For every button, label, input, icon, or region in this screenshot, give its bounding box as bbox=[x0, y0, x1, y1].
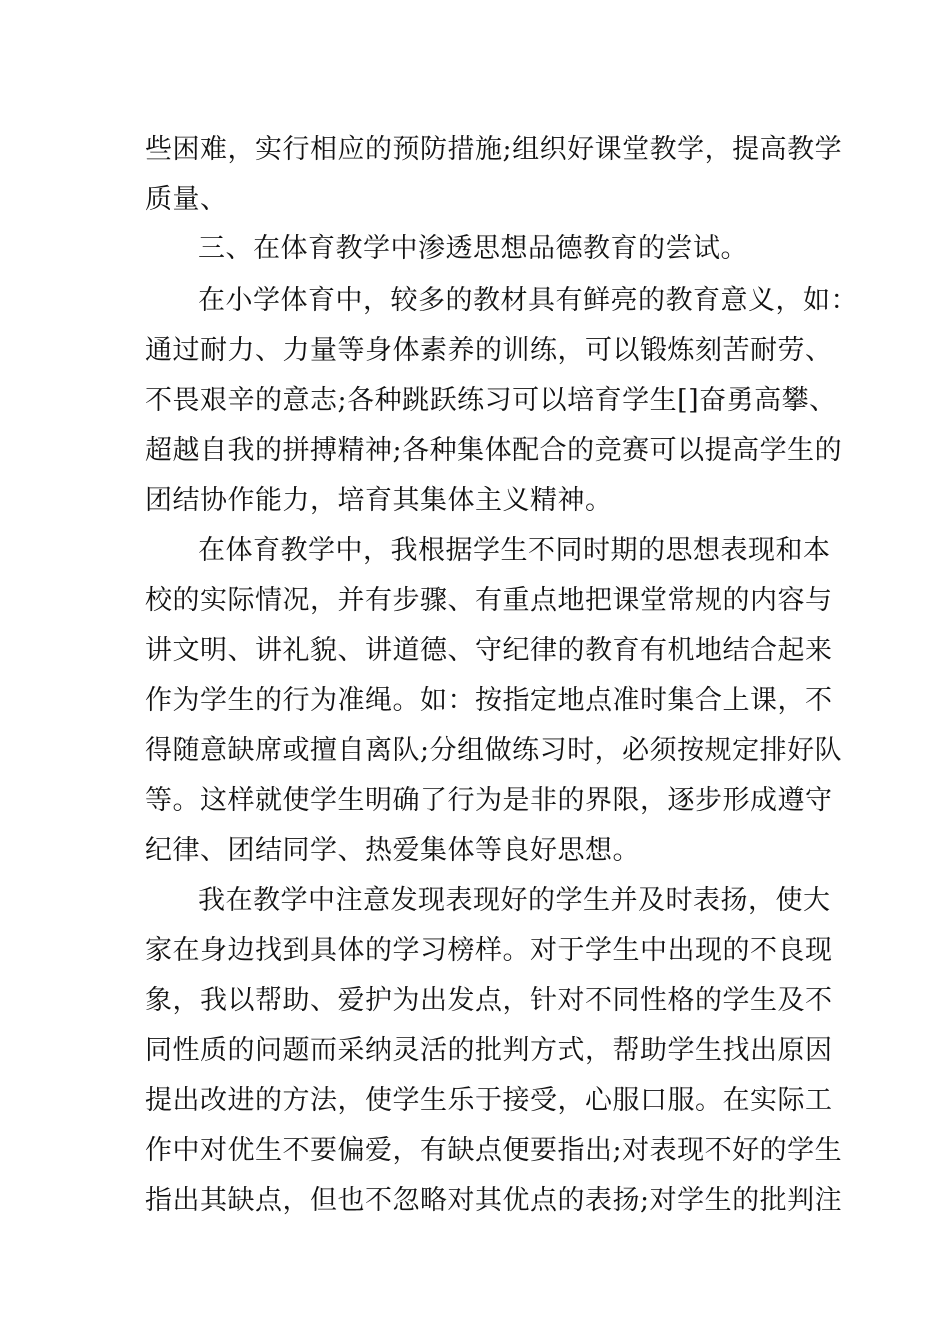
text-line: 在体育教学中，我根据学生不同时期的思想表现和本 bbox=[198, 535, 831, 566]
text-line: 校的实际情况，并有步骤、有重点地把课堂常规的内容与 bbox=[145, 585, 833, 616]
text-line: 纪律、团结同学、热爱集体等良好思想。 bbox=[145, 835, 640, 866]
text-line: 通过耐力、力量等身体素养的训练，可以锻炼刻苦耐劳、 bbox=[145, 335, 833, 366]
section-heading: 三、在体育教学中渗透思想品德教育的尝试。 bbox=[198, 233, 748, 264]
text-line: 质量、 bbox=[145, 184, 228, 215]
text-line: 同性质的问题而采纳灵活的批判方式，帮助学生找出原因 bbox=[145, 1035, 833, 1066]
text-line: 指出其缺点，但也不忽略对其优点的表扬;对学生的批判注 bbox=[145, 1185, 843, 1216]
text-line: 团结协作能力，培育其集体主义精神。 bbox=[145, 485, 613, 516]
text-line: 家在身边找到具体的学习榜样。对于学生中出现的不良现 bbox=[145, 935, 833, 966]
text-line: 作中对优生不要偏爱，有缺点便要指出;对表现不好的学生 bbox=[145, 1135, 843, 1166]
text-line: 等。这样就使学生明确了行为是非的界限，逐步形成遵守 bbox=[145, 785, 833, 816]
text-line: 象，我以帮助、爱护为出发点，针对不同性格的学生及不 bbox=[145, 985, 833, 1016]
text-line: 作为学生的行为准绳。如：按指定地点准时集合上课，不 bbox=[145, 685, 833, 716]
text-line: 讲文明、讲礼貌、讲道德、守纪律的教育有机地结合起来 bbox=[145, 635, 833, 666]
text-line: 在小学体育中，较多的教材具有鲜亮的教育意义，如： bbox=[198, 285, 858, 316]
text-line: 得随意缺席或擅自离队;分组做练习时，必须按规定排好队 bbox=[145, 735, 843, 766]
text-line: 提出改进的方法，使学生乐于接受，心服口服。在实际工 bbox=[145, 1085, 833, 1116]
text-line: 超越自我的拼搏精神;各种集体配合的竞赛可以提高学生的 bbox=[145, 435, 843, 466]
text-line: 些困难，实行相应的预防措施;组织好课堂教学，提高教学 bbox=[145, 134, 843, 165]
text-line: 不畏艰辛的意志;各种跳跃练习可以培育学生[]奋勇高攀、 bbox=[145, 385, 837, 416]
text-line: 我在教学中注意发现表现好的学生并及时表扬，使大 bbox=[198, 885, 831, 916]
